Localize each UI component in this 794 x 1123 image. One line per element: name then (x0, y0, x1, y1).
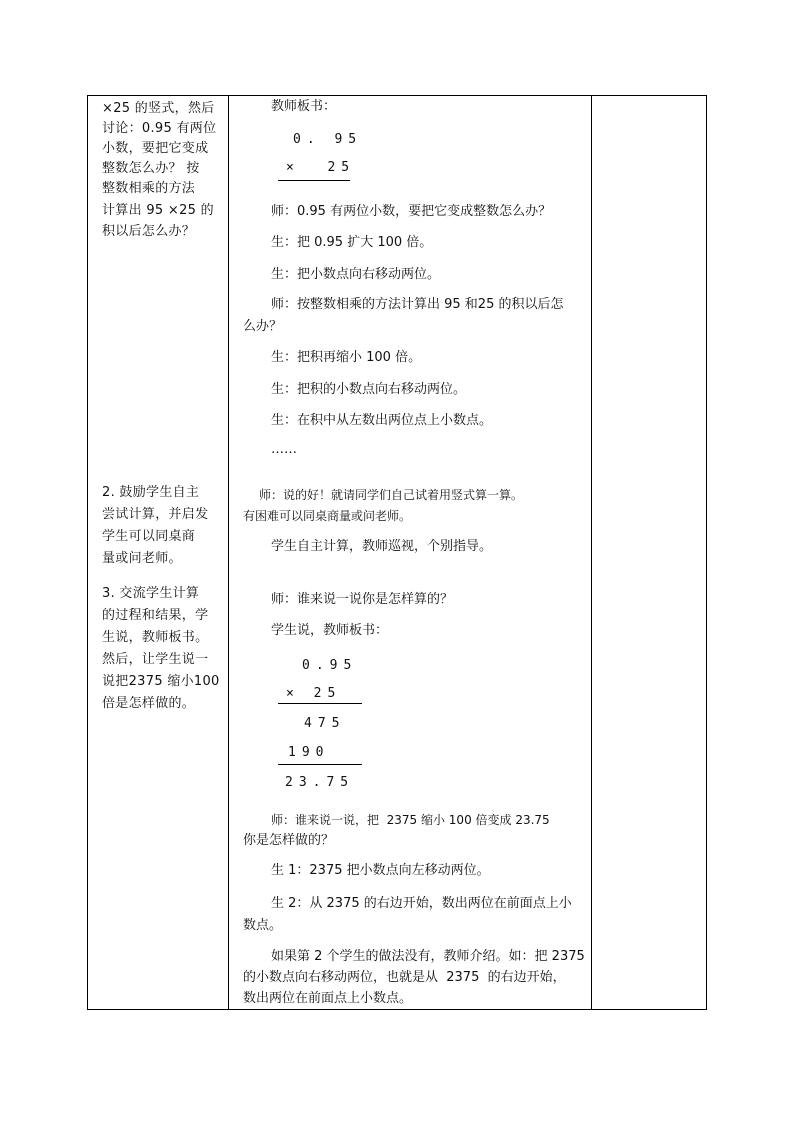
calc-rule (278, 764, 362, 765)
left-text-line: 倍是怎样做的。 (102, 696, 196, 711)
dialogue-line: 学生说，教师板书： (271, 623, 389, 638)
column-divider (228, 96, 229, 1009)
calc-rule (278, 703, 362, 704)
left-text-line: 整数怎么办？ 按 (102, 161, 200, 176)
dialogue-line: 么办？ (243, 319, 283, 334)
dialogue-line: 师：说的好！就请同学们自己试着用竖式算一算。 (259, 488, 524, 502)
left-text-line: 生说，教师板书。 (102, 630, 209, 645)
dialogue-line: 生：把 0.95 扩大 100 倍。 (271, 235, 433, 250)
left-text-line: ×25 的竖式，然后 (102, 101, 215, 116)
dialogue-line: 生：把积的小数点向右移动两位。 (271, 382, 467, 397)
left-text-line: 然后，让学生说一 (102, 652, 209, 667)
dialogue-line: 生 2：从 2375 的右边开始，数出两位在前面点上小 (271, 896, 572, 911)
left-text-line: 学生可以同桌商 (102, 529, 196, 544)
dialogue-line: 数出两位在前面点上小数点。 (243, 991, 413, 1006)
calc2-line: 23.75 (285, 775, 355, 790)
dialogue-line: 学生自主计算，教师巡视，个别指导。 (271, 539, 493, 554)
calc1-line: 0. 95 (293, 132, 363, 147)
left-text-line: 尝试计算，并启发 (102, 507, 209, 522)
dialogue-line: 生 1：2375 把小数点向左移动两位。 (271, 863, 490, 878)
calc2-line: 475 (304, 716, 346, 731)
left-text-line: 2. 鼓励学生自主 (102, 485, 200, 500)
calc2-line: × 25 (286, 686, 342, 701)
dialogue-line: 师：谁来说一说你是怎样算的？ (271, 592, 454, 607)
dialogue-line: 的小数点向右移动两位，也就是从 2375 的右边开始， (243, 970, 566, 985)
left-text-line: 积以后怎么办？ (102, 224, 196, 239)
dialogue-line: 你是怎样做的？ (243, 833, 335, 848)
dialogue-line: 生：把小数点向右移动两位。 (271, 267, 441, 282)
left-text-line: 计算出 95 ×25 的 (102, 203, 214, 218)
left-text-line: 整数相乘的方法 (102, 181, 196, 196)
left-text-line: 说把2375 缩小100 (102, 674, 220, 689)
left-text-line: 3. 交流学生计算 (102, 586, 200, 601)
dialogue-line: 生：在积中从左数出两位点上小数点。 (271, 413, 493, 428)
left-text-line: 小数，要把它变成 (102, 141, 209, 156)
left-text-line: 量或问老师。 (102, 551, 182, 566)
ellipsis: …… (271, 442, 297, 457)
dialogue-line: 有困难可以同桌商量或问老师。 (243, 509, 412, 523)
lesson-table (87, 95, 707, 1010)
board-title: 教师板书： (271, 99, 337, 114)
calc-rule (278, 180, 350, 181)
calc1-line: × 25 (286, 160, 356, 175)
calc2-line: 0.95 (302, 658, 358, 673)
dialogue-line: 师：谁来说一说，把 2375 缩小 100 倍变成 23.75 (271, 813, 550, 827)
dialogue-line: 师：0.95 有两位小数，要把它变成整数怎么办？ (271, 204, 552, 219)
dialogue-line: 生：把积再缩小 100 倍。 (271, 350, 422, 365)
dialogue-line: 如果第 2 个学生的做法没有，教师介绍。如：把 2375 (271, 949, 585, 964)
column-divider (591, 96, 592, 1009)
dialogue-line: 师：按整数相乘的方法计算出 95 和25 的积以后怎 (271, 297, 564, 312)
left-text-line: 讨论：0.95 有两位 (102, 121, 217, 136)
calc2-line: 190 (288, 745, 330, 760)
dialogue-line: 数点。 (243, 918, 283, 933)
left-text-line: 的过程和结果，学 (102, 608, 209, 623)
